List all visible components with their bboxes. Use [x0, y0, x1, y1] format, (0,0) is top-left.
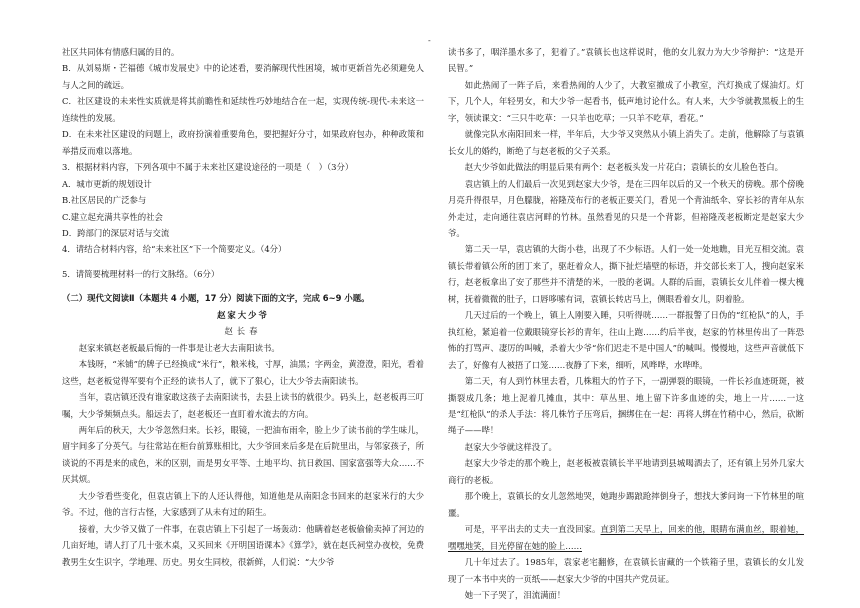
question-5: 5．请简要梳理材料一的行文脉络。（6分）: [62, 268, 220, 279]
story-paragraph: 几天过后的一个晚上，镇上人刚要入睡，只听得咣……一群报警了日伪的“红枪队”的人，手执红枪，紧追着一位戴眼镜穿长衫的青年，往山上跑……约后半夜，赵家的竹林里传出了一阵恐怖的打骂声、凄厉的叫喊，杀着大少爷“你们迟走不是中国人”的喊叫。慢慢地，这些声音就低下去了，好像有人被捂了口笼……夜静了下来，细听，风哗哗，水哗哗。: [448, 310, 804, 370]
paragraph-lead: 可是，平平出去的丈夫一直没回家。: [464, 524, 601, 535]
question-paragraph: C.建立起充满共享性的社会: [62, 211, 163, 222]
question-paragraph: C．社区建设的未来性实质就是将其前瞻性和延续性巧妙地结合在一起，实现传统-现代-未来这一连续性的发展。: [62, 96, 424, 123]
story-author: 赵长春: [224, 326, 262, 337]
story-paragraph: 几十年过去了。1985年，袁家老宅翻修，在袁镇长宙藏的一个铁箱子里，袁镇长的女儿发现了一本书中夹的一页纸——赵家大少爷的中国共产党员证。: [448, 557, 804, 584]
story-paragraph: 接着，大少爷又做了一件事，在袁店镇上下引起了一场轰动：他瞒着赵老板偷偷卖掉了河边的几亩好地，请人打了几十张木桌，又买回来《开明国语课本》《算学》，就在赵氏祠堂办夜校，免费教男生女生识字，学地理、历史。男女生同校，很新鲜，人们说：“大少爷: [62, 523, 424, 567]
story-paragraph: 赵大少爷如此做法的明显后果有两个：赵老板头发一片花白；袁镇长的女儿脸色苍白。: [464, 162, 784, 173]
underlined-sentence: 直到第二天早上，回来的他，眼睛布满血丝，眼着她，嘿嘿地笑，目光停留在她的脸上……: [448, 524, 805, 551]
question-paragraph: 3．根据材料内容，下列各项中不属于未来社区建设途径的一项是（ ）（3分）: [62, 162, 354, 173]
question-paragraph: B.社区居民的广泛参与: [62, 195, 147, 206]
story-paragraph: 她一下子哭了，泪流满面！: [464, 589, 566, 600]
story-paragraph: 袁店镇上的人们最后一次见到赵家大少爷，是在三四年以后的又一个秋天的傍晚。那个傍晚月亮升得很早，月色朦胧，裕隆茂布行的老板正要关门，看见一个背油纸伞、穿长衫的青年从东外走过，走向通往袁店河畔的竹林。虽然看见的只是一个背影，但裕隆茂老板断定是赵家大少爷。: [448, 178, 804, 238]
story-paragraph: 那个晚上，袁镇长的女儿忽然地哭，她跑步踢踉跄摔倒身子，想找大爹问询一下竹林里的喧噩。: [448, 491, 804, 518]
question-paragraph: A．城市更新的规划设计: [62, 178, 152, 189]
story-paragraph: 赵家来镇赵老板最后悔的一件事是让老大去南阳读书。: [78, 342, 280, 353]
question-paragraph: D．在未来社区建设的问题上，政府扮演着重要角色，要把握好分寸，如果政府包办，种种政策和举措反而难以落地。: [62, 129, 424, 156]
underlined-paragraph: [448, 521, 804, 554]
question-paragraph: 社区共同体有情感归属的目的。: [62, 47, 180, 57]
left-column: [62, 44, 424, 570]
story-title: 赵家大少爷: [217, 309, 269, 320]
story-paragraph: 赵家大少爷就这样没了。: [464, 441, 557, 452]
story-paragraph: 读书多了，咽洋墨水多了，犯着了。”袁镇长也这样说时，他的女儿叙力为大少爷辩护：“这是开民智。”: [448, 47, 804, 74]
story-paragraph: 第二天一早，袁店镇的大街小巷，出现了不少标语。人们一处一处地瞧，目光互相交流。袁镇长带着镇公所的团丁来了，驱赶着众人，撕下扯烂墙壁的标语，并交部长来丁人，搜向赵家米行，赵老板拿出了安了那些并不清楚的米，一股的老调。人群的后面，袁镇长女儿伴着一棵大槐树，抚着微微的肚子，口唇哆嗦有词，袁镇长转店马上，侧眼看着女儿，阴着脸。: [448, 244, 804, 304]
story-paragraph: 当年，袁店镇还没有谁家敢这孩子去南阳读书，去县上读书的就很少。码头上，赵老板再三叮嘱，大少爷频频点头。船远去了，赵老板还一直盯着水流去的方向。: [62, 392, 424, 419]
header-mark: -: [428, 36, 431, 45]
story-paragraph: 第二天，有人到竹林里去看，几株粗大的竹子下，一副弹裂的眼镜，一件长衫血迹斑斑，被撕裂成几条；地上泥着几摊血，其中：草丛里、地上留下许多血迹的尖，地上一片……一这是“红枪队”的杀人手法：将几株竹子压弯后，捆绑住在一起：再将人绑在竹稍中心，然后，砍断绳子——哗！: [448, 376, 804, 436]
story-paragraph: 本钱呀，“米铺”的牌子已经换成“米行”，粮米栈，寸厚，油黑；字两金，黄澄澄，阳光，看着这些，赵老板觉得军要有个正经的读书人了，就下了狠心，让大少爷去南阳读书。: [62, 359, 424, 386]
story-paragraph: 赵家大少爷走的那个晚上，赵老板被袁镇长半平地请到县城喝酒去了，还有镇上另外几家大商行的老板。: [448, 458, 804, 485]
story-paragraph: 就像完队水南阳回来一样，半年后，大少爷又突然从小镇上消失了。走前，他解除了与袁镇长女儿的婚约，断绝了与赵老板的父子关系。: [448, 129, 804, 156]
spacer: [62, 258, 424, 266]
story-paragraph: 大少爷看些变化，但袁店镇上下的人还认得他，知道他是从南阳念书回来的赵家米行的大少爷。不过，他的言行古怪，大家感到了从未有过的陌生。: [62, 490, 424, 518]
spacer: [62, 282, 424, 290]
section-title: （二）现代文阅读Ⅱ（本题共 4 小题，17 分）阅读下面的文字，完成 6~9 小题。: [62, 293, 370, 304]
right-column: [448, 44, 804, 603]
story-paragraph: 如此热闹了一阵子后，来看热闹的人少了，大教室撤成了小教室，汽灯换成了煤油灯。灯下，几个人，年轻男女，和大少爷一起看书，低声地讨论什么。有人来，大少爷就教黑板上的生字，领读课文：“三只牛吃草：一只羊也吃草；一只羊不吃草，看花。”: [448, 79, 804, 123]
story-paragraph: 两年后的秋天，大少爷忽然归来。长衫，眼镜，一把油布雨伞，脸上少了读书前的学生味儿，眉宇间多了分英气。与往常站在柜台前算账相比，大少爷回来后多是在后院里出，与邻家孩子，所谈说的不再是来的成色，米的区别，而是男女平等、土地平均、抗日救国、国家富强等大众……不厌其烦。: [62, 424, 424, 485]
question-paragraph: D．跨部门的深层对话与交流: [62, 227, 170, 238]
question-paragraph: 4．请结合材料内容，给“未来社区”下一个简要定义。（4分）: [62, 244, 287, 255]
question-paragraph: B．从刘易斯・芒福德《城市发展史》中的论述看，要消解现代性困境，城市更新首先必须避免人与人之间的疏远。: [62, 63, 424, 90]
